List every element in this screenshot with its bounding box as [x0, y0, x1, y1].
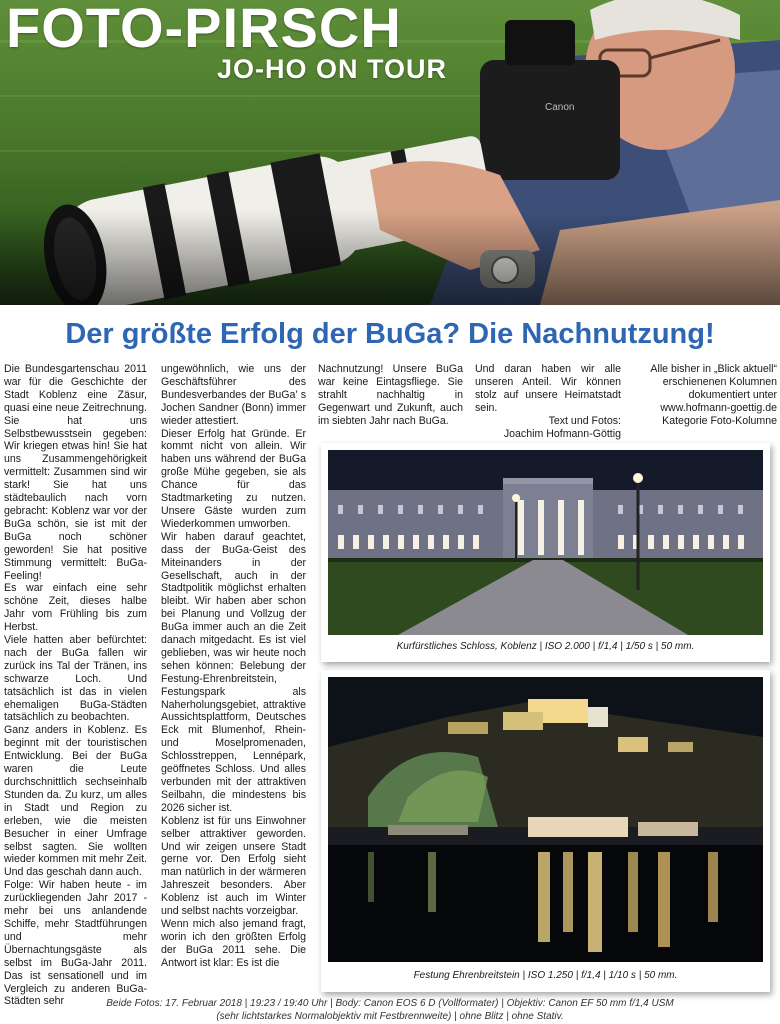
paragraph: Alle bisher in „Blick aktuell“ erschienenen Kolumnen dokumentiert unter www.hofmann-goettig.de Kategorie Foto-Kolumne — [650, 363, 777, 427]
paragraph: ungewöhnlich, wie uns der Geschäftsführer des Bundesverbandes der BuGa’ s Jochen Sandner (Bonn) immer wieder attestiert. — [161, 363, 306, 427]
photo-shade — [0, 210, 780, 305]
article-headline: Der größte Erfolg der BuGa? Die Nachnutzung! — [65, 318, 715, 350]
photo-festung-caption: Festung Ehrenbreitstein | ISO 1.250 | f/1,4 | 1/10 s | 50 mm. — [413, 970, 678, 981]
text-column-2 — [161, 363, 306, 970]
text-column-4 — [475, 363, 621, 440]
text-column-1 — [4, 363, 147, 1008]
author-credit-name: Joachim Hofmann-Göttig — [503, 427, 621, 440]
paragraph: Folge: Wir haben heute - im zurückliegenden Jahr 2017 - mehr bei uns anlandende Schiffe, mehr Stadtführungen und mehr Übernachtungsgäste als selbst im BuGa-Jahr 2011. Das ist sensationell und im Vergleich zu anderen BuGa-Städten sehr — [4, 879, 147, 1008]
photo-festung — [321, 670, 770, 992]
paragraph: Wir haben darauf geachtet, dass der BuGa-Geist des Miteinanders in der Gesellschaft, auch in der Stadtpolitik möglichst erhalten bleibt. Wir haben aber schon bei Planung und Vollzug der BuGa immer auch an die Zeit danach mitgedacht. Es ist viel geblieben, was wir heute noch sehen können: Belebung der Festung-Ehrenbreitstein, Festungspark als Naherholungsgebiet, attraktive Aussichtsplattform, Deutsches Eck mit Blumenhof, Rhein- und Moselpromenaden, Schlosstreppen, Lennépark, geöffnetes Schloss. Und alles verbunden mit der attraktiven Seilbahn, die mindestens bis 2026 sicher ist. — [161, 530, 306, 814]
paragraph: Und daran haben wir alle unseren Anteil. Wir können stolz auf unsere Heimatstadt sein. — [475, 363, 621, 414]
paragraph: Die Bundesgartenschau 2011 war für die Geschichte der Stadt Koblenz eine Zäsur, quasi eine neue Zeitrechnung. Sie hat uns Selbstbewusstsein gegeben: Wir kriegen etwas hin! Sie hat uns Zusammengehörigkeit vermittelt: Zusammen sind wir stark! Sie hat uns städtebaulich nach vorn gebracht: Koblenz war vor der BuGa schön, sie ist mit der BuGa noch schöner geworden! Sie hat positive Stimmung vermittelt: BuGa-Feeling! — [4, 363, 147, 582]
paragraph: Wenn mich also jemand fragt, worin ich den größten Erfolg der BuGa 2011 sehe. Die Antwort ist klar: Es ist die — [161, 917, 306, 969]
photo-festung-image — [328, 677, 763, 962]
photo-schloss — [321, 443, 770, 662]
paragraph: Viele hatten aber befürchtet: nach der BuGa fallen wir zurück ins Tal der Tränen, ins schwarze Loch. Und tatsächlich ist das in vielen ehemaligen BuGa-Städten tatsächlich zu beobachten. — [4, 634, 147, 724]
masthead: FOTO-PIRSCH — [6, 0, 402, 59]
text-column-3 — [318, 363, 463, 428]
subhead: JO-HO ON TOUR — [217, 54, 448, 84]
photo-schloss-caption: Kurfürstliches Schloss, Koblenz | ISO 2.000 | f/1,4 | 1/50 s | 50 mm. — [396, 641, 695, 652]
paragraph: Es war einfach eine sehr schöne Zeit, dieses halbe Jahr vom Frühling bis zum Herbst. — [4, 582, 147, 634]
svg-text:Canon: Canon — [545, 102, 575, 113]
paragraph: Koblenz ist für uns Einwohner selber attraktiver geworden. Und wir zeigen unsere Stadt gerne vor. Den Erfolg sieht man natürlich in der wärmeren Jahreszeit besonders. Aber Koblenz ist auch im Winter und selbst nachts vorzeigbar. — [161, 814, 306, 918]
paragraph: Ganz anders in Koblenz. Es beginnt mit der touristischen Entwicklung. Bei der BuGa waren die Leute durchschnittlich sechseinhalb Stunden da. Zu kurz, um alles in Stadt und Region zu erleben, wie die meisten Besucher in einer Umfrage selbst sagten. Sie wollten wieder kommen mit mehr Zeit. Und das geschah dann auch. — [4, 724, 147, 879]
footer-line-2: (sehr lichtstarkes Normalobjektiv mit Festbrennweite) | ohne Blitz | ohne Stativ. — [216, 1011, 564, 1022]
footer-line-1: Beide Fotos: 17. Februar 2018 | 19:23 / 19:40 Uhr | Body: Canon EOS 6 D (Vollformater) | Objektiv: Canon EF 50 mm f/1,4 USM — [106, 998, 674, 1009]
photo-credits-footer — [0, 997, 780, 1023]
paragraph: Nachnutzung! Unsere BuGa war keine Eintagsfliege. Sie strahlt nachhaltig in Gegenwart und Zukunft, auch im siebten Jahr nach BuGa. — [318, 363, 463, 427]
text-column-5 — [632, 363, 777, 428]
author-credit-label: Text und Fotos: — [548, 414, 621, 427]
paragraph: Dieser Erfolg hat Gründe. Er kommt nicht von allein. Wir haben uns während der BuGa große Mühe gegeben, sie als Chance für das Stadtmarketing zu nutzen. Unsere Gäste wurden zum Wiederkommen umworben. — [161, 427, 306, 530]
header-photo — [0, 0, 780, 305]
photo-schloss-image — [328, 450, 763, 635]
